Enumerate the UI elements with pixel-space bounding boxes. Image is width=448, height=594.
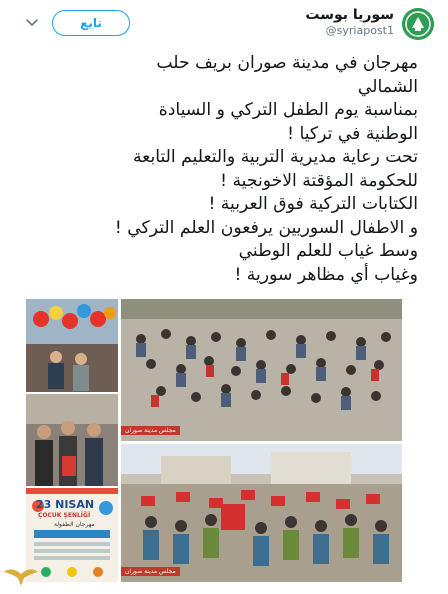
officials-photo-image: [26, 394, 118, 486]
display-name[interactable]: سوريا بوست: [305, 7, 394, 23]
chevron-down-icon[interactable]: [24, 14, 40, 30]
tweet-line: تحت رعاية مديرية التربية والتعليم التابعة: [132, 147, 418, 167]
tweet-line: وسط غياب للعلم الوطني: [238, 241, 418, 261]
poster-subtitle: ÇOCUK ŞENLİĞİ: [38, 512, 91, 519]
tweet-line: الوطنية في تركيا !: [287, 123, 418, 144]
tweet-line: الكتابات التركية فوق العربية !: [208, 194, 418, 214]
poster-arabic-text: مهرجان الطفولة: [54, 521, 95, 528]
avatar[interactable]: [402, 8, 434, 40]
eagle-watermark-icon: [2, 562, 40, 590]
tweet-header: [20, 6, 440, 46]
tweet-line: للحكومة المؤقتة الاخونجية !: [220, 170, 418, 191]
follow-button[interactable]: تابع: [52, 10, 130, 36]
photo-crowd-courtyard[interactable]: [121, 299, 402, 441]
tweet-line: بمناسبة يوم الطفل التركي و السيادة: [158, 100, 418, 120]
tweet-line: و الاطفال السوريين يرفعون العلم التركي !: [114, 217, 418, 238]
tweet-line: الشمالي: [357, 76, 418, 97]
photo-children-flags[interactable]: [121, 444, 402, 582]
syria-post-logo-icon: [402, 8, 434, 40]
photo-balloons[interactable]: [26, 299, 118, 392]
account-handle[interactable]: @syriapost1: [325, 24, 394, 37]
tweet-text: [18, 52, 418, 287]
crowd-photo-image: [121, 299, 402, 441]
tweet-line: وغياب أي مظاهر سورية !: [234, 264, 418, 285]
children-flags-photo-image: [121, 444, 402, 582]
balloons-photo-image: [26, 299, 118, 392]
tweet-line: مهرجان في مدينة صوران بريف حلب: [156, 53, 418, 73]
photo-officials[interactable]: [26, 394, 118, 486]
photo-caption: مجلس مدينة صوران: [121, 426, 180, 435]
tweet-media-grid: [26, 299, 402, 582]
poster-title: 23 NISAN: [36, 498, 95, 511]
photo-caption: مجلس مدينة صوران: [121, 567, 180, 576]
account-names[interactable]: [305, 6, 394, 38]
